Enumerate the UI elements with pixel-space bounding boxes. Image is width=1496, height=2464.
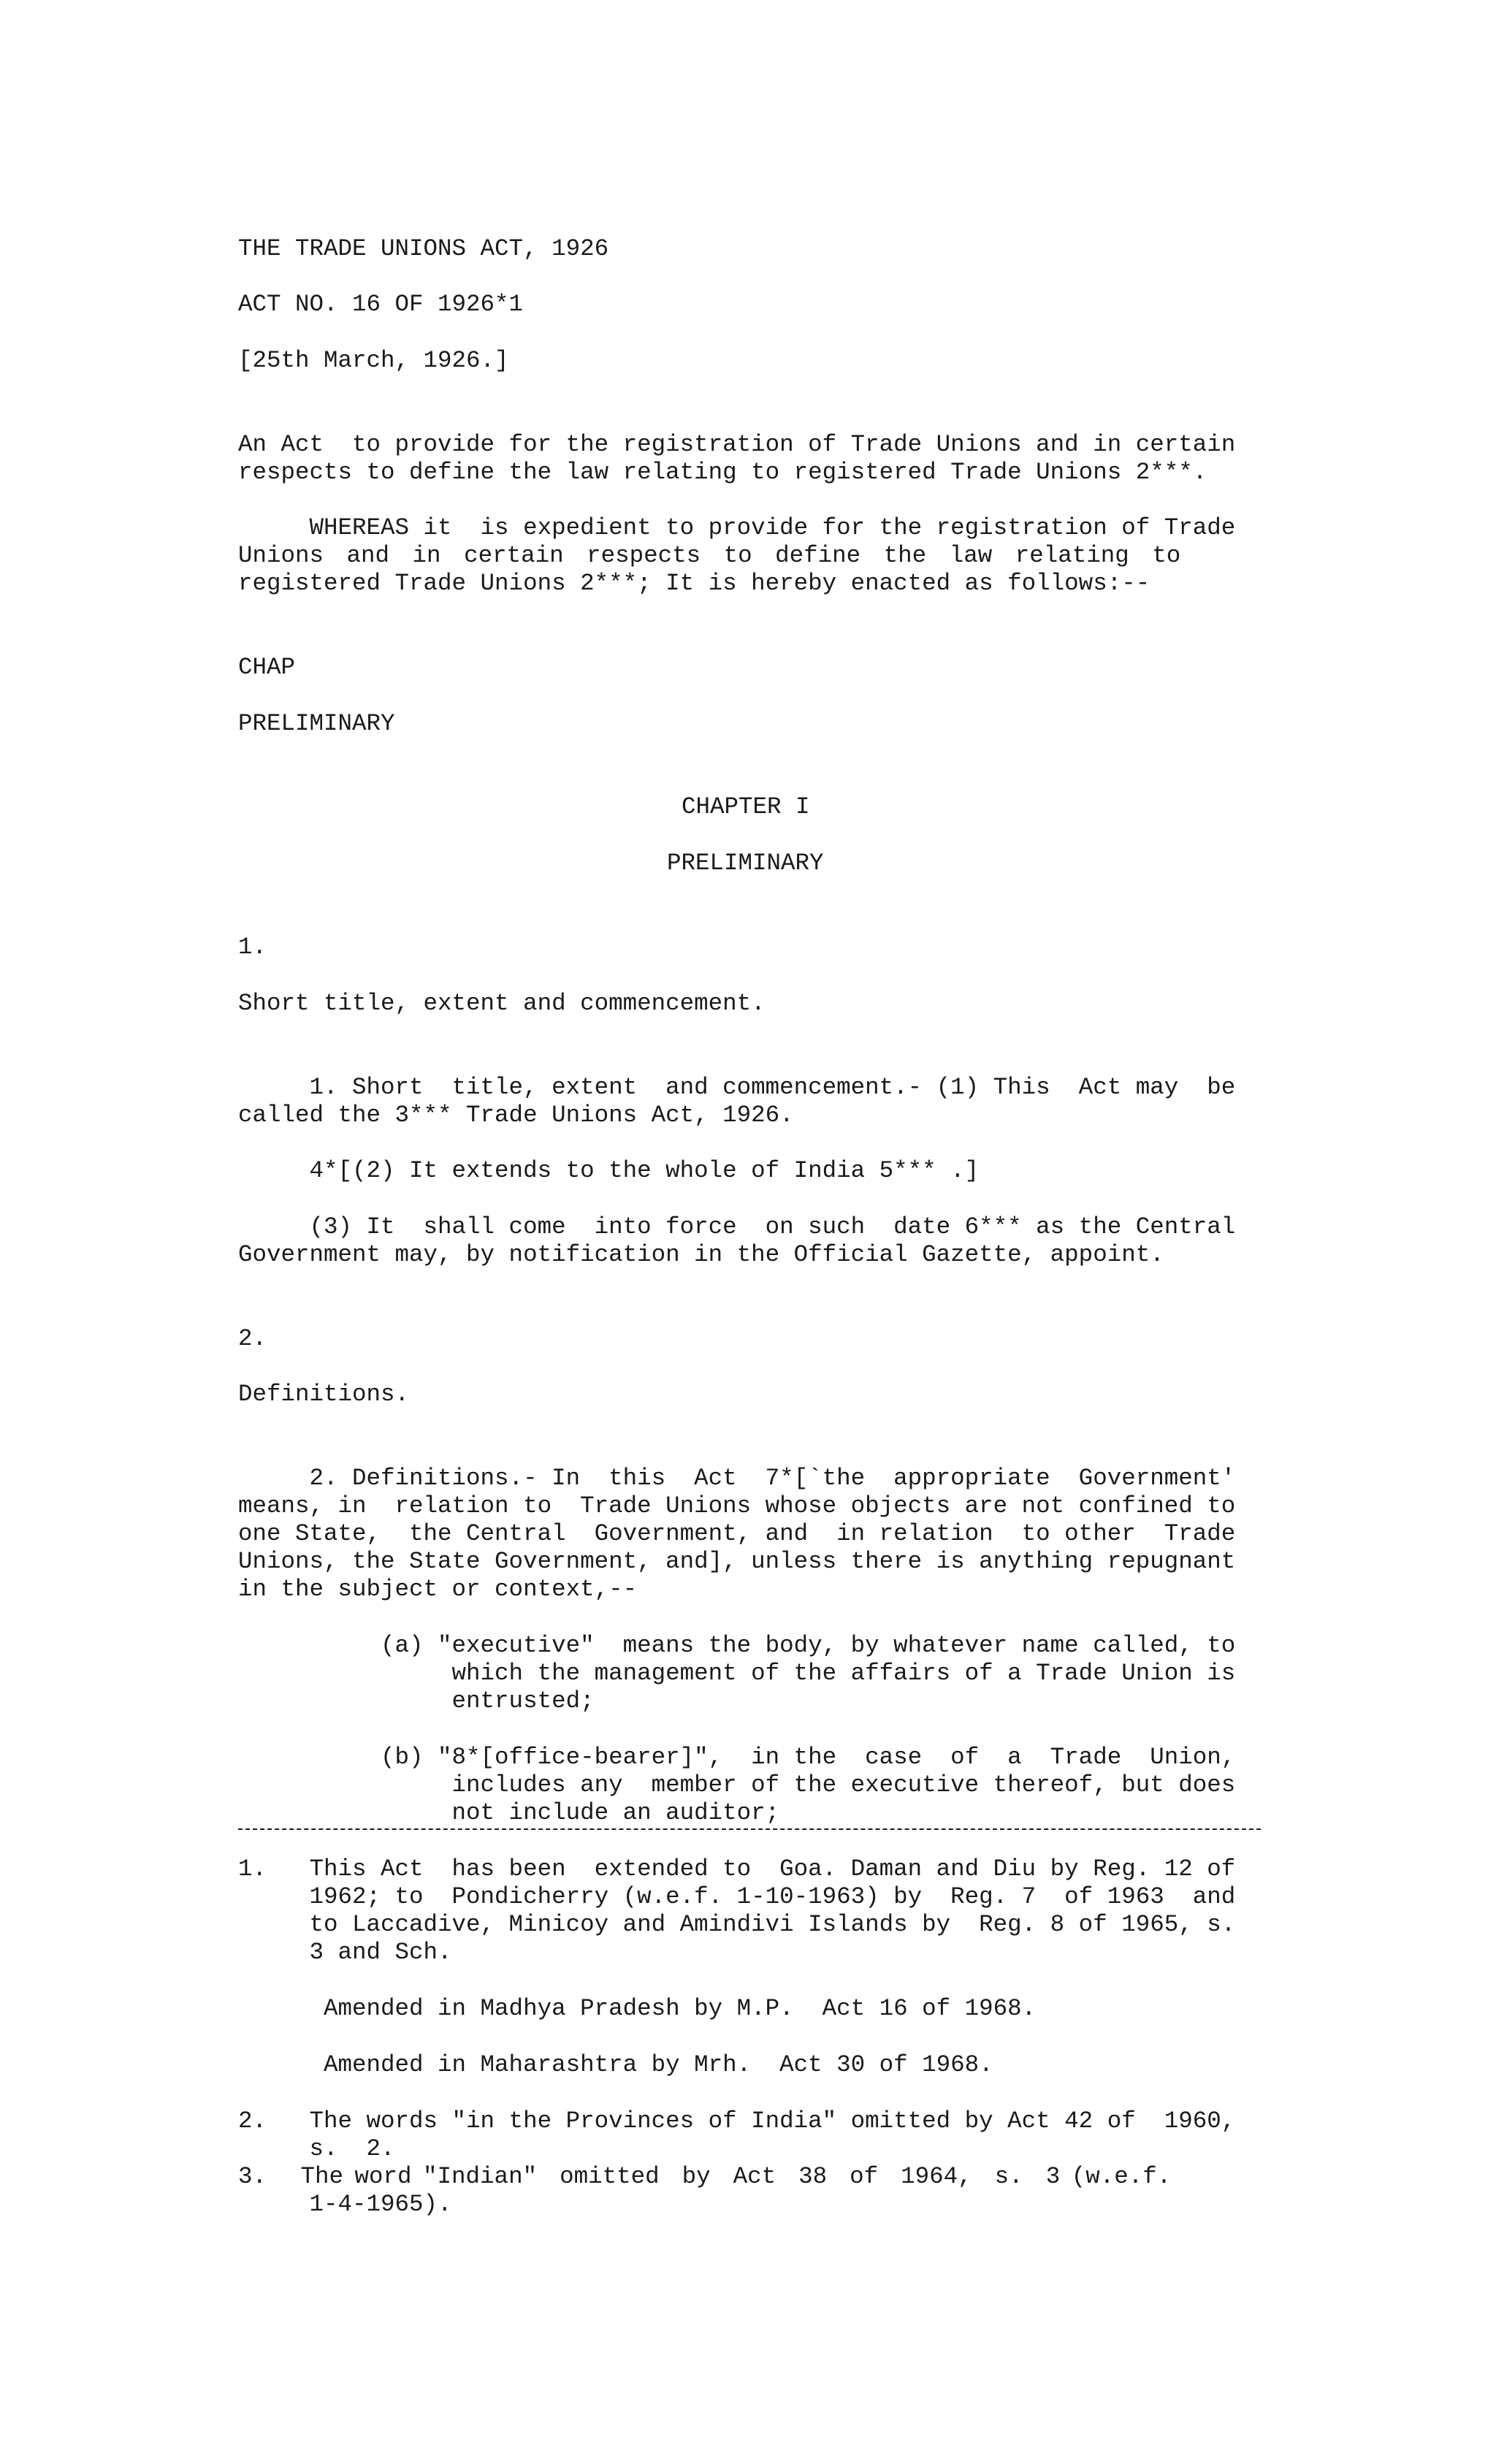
footnote-1-amendment-mh: Amended in Maharashtra by Mrh. Act 30 of 1968. — [238, 2051, 993, 2078]
section-1-para1-line: called the 3*** Trade Unions Act, 1926. — [238, 1102, 794, 1129]
footnote-1-line: 3 and Sch. — [238, 1939, 452, 1966]
section-1-para1-line: 1. Short title, extent and commencement.- (1) This Act may be — [238, 1074, 1236, 1101]
long-title-line: An Act to provide for the registration of Trade Unions and in certain — [238, 431, 1236, 458]
footnote-3-line: 3. The word "Indian" omitted by Act 38 of 1964, s. 3 (w.e.f. — [238, 2163, 1172, 2190]
section-1-para3-line: (3) It shall come into force on such date 6*** as the Central — [238, 1213, 1236, 1240]
whereas-line: Unions and in certain respects to define the law relating to — [238, 542, 1181, 569]
whereas-line: WHEREAS it is expedient to provide for the registration of Trade — [238, 514, 1236, 541]
footnote-separator — [238, 1828, 1261, 1830]
section-2-intro-line: 2. Definitions.- In this Act 7*[`the appropriate Government' — [238, 1465, 1236, 1492]
section-2-intro-line: Unions, the State Government, and], unless there is anything repugnant — [238, 1548, 1236, 1575]
margin-preliminary: PRELIMINARY — [238, 710, 395, 737]
clause-b-line: (b) "8*[office-bearer]", in the case of a Trade Union, — [238, 1744, 1236, 1771]
act-number: ACT NO. 16 OF 1926*1 — [238, 291, 524, 318]
section-1-number: 1. — [238, 934, 267, 961]
section-2-intro-line: means, in relation to Trade Unions whose objects are not confined to — [238, 1492, 1236, 1519]
footnote-1-line: 1962; to Pondicherry (w.e.f. 1-10-1963) by Reg. 7 of 1963 and — [238, 1883, 1236, 1910]
chapter-title: PRELIMINARY — [667, 850, 824, 877]
footnote-1-line: 1. This Act has been extended to Goa. Daman and Diu by Reg. 12 of — [238, 1855, 1236, 1883]
footnote-1-line: to Laccadive, Minicoy and Amindivi Islands by Reg. 8 of 1965, s. — [238, 1911, 1236, 1938]
clause-b-line: includes any member of the executive thereof, but does — [238, 1771, 1236, 1799]
act-title: THE TRADE UNIONS ACT, 1926 — [238, 235, 609, 262]
section-2-number: 2. — [238, 1325, 267, 1352]
section-1-para2: 4*[(2) It extends to the whole of India 5*** .] — [238, 1157, 980, 1184]
footnote-2-line: s. 2. — [238, 2135, 395, 2162]
footnote-2-line: 2. The words "in the Provinces of India" omitted by Act 42 of 1960, — [238, 2108, 1236, 2135]
clause-a-line: (a) "executive" means the body, by whatever name called, to — [238, 1632, 1236, 1659]
footnote-3-line: 1-4-1965). — [238, 2191, 452, 2218]
clause-b-line: not include an auditor; — [238, 1799, 780, 1826]
section-2-intro-line: in the subject or context,-- — [238, 1576, 638, 1603]
long-title-line: respects to define the law relating to registered Trade Unions 2***. — [238, 459, 1207, 486]
chapter-number: CHAPTER I — [682, 793, 810, 820]
margin-chap: CHAP — [238, 654, 296, 681]
clause-a-line: which the management of the affairs of a Trade Union is — [238, 1660, 1236, 1687]
footnote-1-amendment-mp: Amended in Madhya Pradesh by M.P. Act 16 of 1968. — [238, 1995, 1037, 2022]
section-2-heading: Definitions. — [238, 1381, 410, 1408]
act-date: [25th March, 1926.] — [238, 347, 509, 374]
clause-a-line: entrusted; — [238, 1687, 595, 1714]
section-1-para3-line: Government may, by notification in the Official Gazette, appoint. — [238, 1241, 1164, 1268]
section-2-intro-line: one State, the Central Government, and in relation to other Trade — [238, 1520, 1236, 1547]
whereas-line: registered Trade Unions 2***; It is hereby enacted as follows:-- — [238, 570, 1150, 597]
section-1-heading: Short title, extent and commencement. — [238, 990, 766, 1017]
